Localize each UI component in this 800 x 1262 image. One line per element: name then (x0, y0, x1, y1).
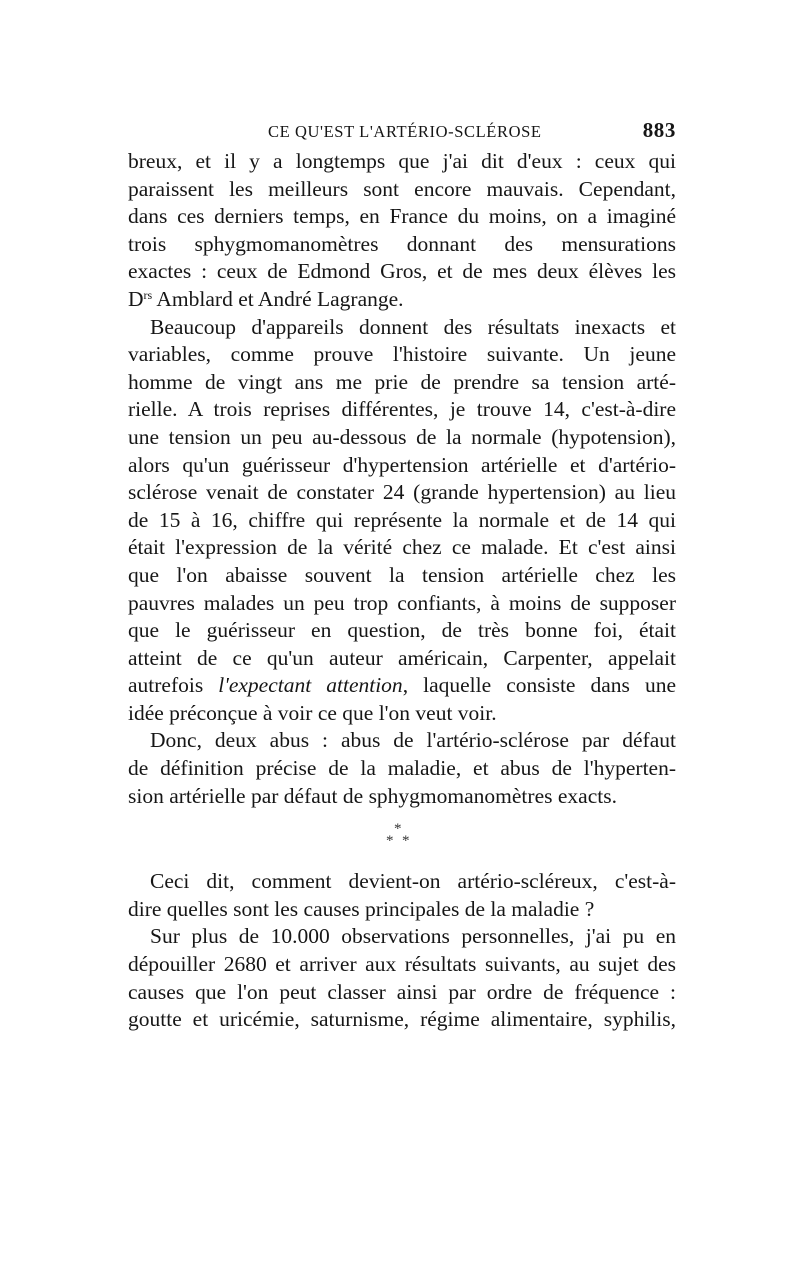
book-page (128, 118, 676, 1034)
text-line: breux, et il y a longtemps que j'ai dit d'eux : ceux qui (128, 149, 676, 173)
text-line (128, 672, 676, 700)
text-line: Sur plus de 10.000 observations personnelles, j'ai pu en (150, 924, 676, 949)
text-line: que l'on abaisse souvent la tension artérielle chez les (128, 562, 676, 587)
text-line: Ceci dit, comment devient-on artério-scléreux, c'est-à- (150, 869, 676, 894)
text-run: Amblard et André Lagrange. (152, 286, 404, 311)
text-line: Donc, deux abus : abus de l'artério-sclérose par défaut (150, 728, 676, 753)
text-line: idée préconçue à voir ce que l'on veut voir. (128, 700, 497, 725)
text-line: dire quelles sont les causes principales de la maladie ? (128, 896, 595, 921)
text-line: variables, comme prouve l'histoire suivante. Un jeune (128, 342, 676, 367)
text-line: goutte et uricémie, saturnisme, régime alimentaire, syphilis, (128, 1007, 676, 1032)
text-line: causes que l'on peut classer ainsi par ordre de fréquence : (128, 979, 676, 1004)
text-line: était l'expression de la vérité chez ce malade. Et c'est ainsi (128, 535, 676, 560)
asterisk-icon: * (394, 821, 402, 838)
text-line: de 15 à 16, chiffre qui représente la normale et de 14 qui (128, 507, 676, 532)
paragraph-2 (128, 314, 676, 728)
text-line: dépouiller 2680 et arriver aux résultats suivants, au sujet des (128, 952, 676, 977)
text-line: de définition précise de la maladie, et abus de l'hyperten- (128, 756, 676, 781)
text-line: trois sphygmomanomètres donnant des mensurations (128, 231, 676, 256)
text-line: Beaucoup d'appareils donnent des résultats inexacts et (150, 314, 676, 339)
asterisk-icon: * (402, 833, 410, 850)
asterisk-icon: * (386, 833, 394, 850)
text-run: , laquelle consiste dans une (402, 673, 676, 698)
text-line: que le guérisseur en question, de très bonne foi, était (128, 618, 676, 643)
doctors-abbrev-superscript: rs (143, 287, 153, 302)
paragraph-1 (128, 148, 676, 314)
text-line: rielle. A trois reprises différentes, je trouve 14, c'est-à-dire (128, 397, 676, 422)
body-text (128, 148, 676, 1034)
paragraph-5 (128, 923, 676, 1033)
text-line: sion artérielle par défaut de sphygmomanomètres exacts. (128, 783, 617, 808)
text-line: une tension un peu au-dessous de la normale (hypotension), (128, 424, 676, 449)
italic-phrase: l'expectant attention (218, 673, 403, 698)
text-line: homme de vingt ans me prie de prendre sa tension arté- (128, 369, 676, 394)
doctors-abbrev: D (128, 286, 144, 311)
text-line: sclérose venait de constater 24 (grande hypertension) au lieu (128, 480, 676, 505)
text-line: exactes : ceux de Edmond Gros, et de mes deux élèves les (128, 259, 676, 284)
text-run: autrefois (128, 673, 219, 698)
running-title: CE QU'EST L'ARTÉRIO-SCLÉROSE (268, 122, 542, 141)
page-number: 883 (642, 118, 676, 142)
text-line: alors qu'un guérisseur d'hypertension artérielle et d'artério- (128, 452, 676, 477)
paragraph-3 (128, 727, 676, 810)
paragraph-4 (128, 868, 676, 923)
text-line: dans ces derniers temps, en France du moins, on a imaginé (128, 204, 676, 229)
text-line (128, 286, 676, 314)
section-separator (128, 810, 676, 868)
running-head (128, 118, 676, 148)
text-line: atteint de ce qu'un auteur américain, Carpenter, appelait (128, 645, 676, 670)
text-line: paraissent les meilleurs sont encore mauvais. Cependant, (128, 176, 676, 201)
text-line: pauvres malades un peu trop confiants, à moins de supposer (128, 590, 676, 615)
